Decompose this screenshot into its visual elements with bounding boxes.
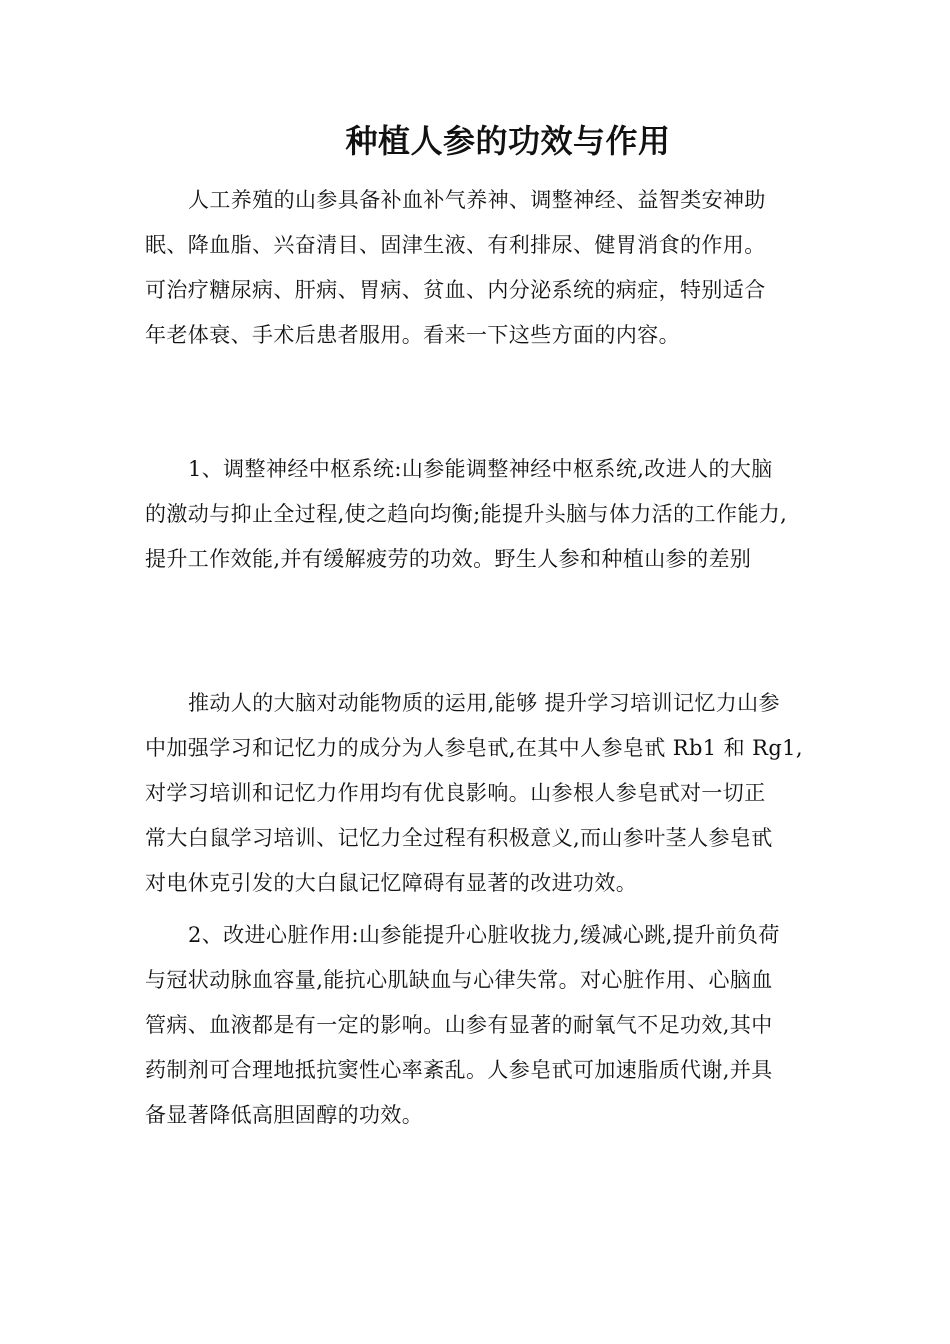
text-line: 备显著降低高胆固醇的功效。 xyxy=(145,1103,424,1127)
paragraph-memory xyxy=(145,681,815,906)
text-line: 的激动与抑止全过程,使之趋向均衡;能提升头脑与体力活的工作能力, xyxy=(145,502,788,526)
text-line: 对学习培训和记忆力作用均有优良影响。山参根人参皂甙对一切正 xyxy=(145,781,766,805)
text-line: 年老体衰、手术后患者服用。看来一下这些方面的内容。 xyxy=(145,323,680,347)
text-line: 可治疗糖尿病、肝病、胃病、贫血、内分泌系统的病症，特别适合 xyxy=(145,278,766,302)
paragraph-section-2 xyxy=(145,913,815,1138)
text-line: 中加强学习和记忆力的成分为人参皂甙,在其中人参皂甙 Rb1 和 Rg1, xyxy=(145,736,804,760)
text-line: 提升工作效能,并有缓解疲劳的功效。野生人参和种植山参的差别 xyxy=(145,547,752,571)
text-line: 1、调整神经中枢系统:山参能调整神经中枢系统,改进人的大脑 xyxy=(188,457,773,481)
text-line: 2、改进心脏作用:山参能提升心脏收拢力,缓减心跳,提升前负荷 xyxy=(188,923,780,947)
text-line: 对电休克引发的大白鼠记忆障碍有显著的改进功效。 xyxy=(145,871,638,895)
document-title: 种植人参的功效与作用 xyxy=(345,122,671,160)
paragraph-section-1 xyxy=(145,447,815,582)
paragraph-intro xyxy=(145,178,815,358)
text-line: 药制剂可合理地抵抗窦性心率紊乱。人参皂甙可加速脂质代谢,并具 xyxy=(145,1058,773,1082)
text-line: 人工养殖的山参具备补血补气养神、调整神经、益智类安神助 xyxy=(188,188,766,212)
text-line: 推动人的大脑对动能物质的运用,能够 提升学习培训记忆力山参 xyxy=(188,691,780,715)
text-line: 与冠状动脉血容量,能抗心肌缺血与心律失常。对心脏作用、心脑血 xyxy=(145,968,773,992)
text-line: 管病、血液都是有一定的影响。山参有显著的耐氧气不足功效,其中 xyxy=(145,1013,773,1037)
text-line: 眠、降血脂、兴奋清目、固津生液、有利排尿、健胃消食的作用。 xyxy=(145,233,766,257)
text-line: 常大白鼠学习培训、记忆力全过程有积极意义,而山参叶茎人参皂甙 xyxy=(145,826,773,850)
